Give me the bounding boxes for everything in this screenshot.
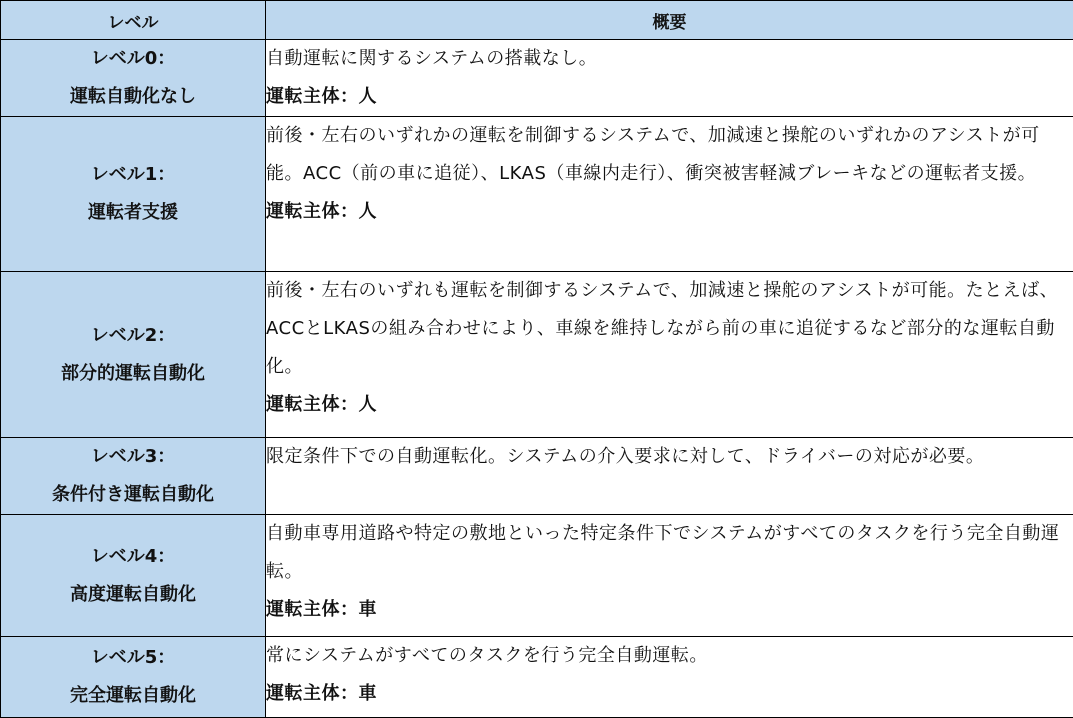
level-cell [1,272,266,438]
description-text: 前後・左右のいずれかの運転を制御するシステムで、加減速と操舵のいずれかのアシストが可能。ACC（前の車に追従）、LKAS（車線内走行）、衝突被害軽減ブレーキなどの運転者支援。 [266,117,1073,193]
level-cell [1,438,266,515]
level-cell [1,637,266,718]
level-number: レベル5： [1,639,265,677]
description-cell [266,438,1073,515]
description-cell [266,117,1073,272]
level-name: 完全運転自動化 [1,677,265,715]
description-text: 前後・左右のいずれも運転を制御するシステムで、加減速と操舵のアシストが可能。たとえば、ACCとLKASの組み合わせにより、車線を維持しながら前の車に追従するなど部分的な運転自動化。 [266,272,1073,386]
table-row [1,117,1073,272]
table-row [1,40,1073,117]
level-number: レベル4： [1,538,265,576]
header-level: レベル [1,1,266,40]
level-number: レベル2： [1,317,265,355]
description-cell [266,515,1073,637]
description-text: 自動運転に関するシステムの搭載なし。 [266,40,1073,78]
level-number: レベル1： [1,156,265,194]
level-name: 運転者支援 [1,194,265,232]
description-cell [266,637,1073,718]
table-row [1,272,1073,438]
level-cell [1,117,266,272]
driving-subject: 運転主体：車 [266,591,1073,629]
driving-subject: 運転主体：車 [266,675,1073,713]
level-cell [1,515,266,637]
driving-subject: 運転主体：人 [266,78,1073,116]
driving-subject: 運転主体：人 [266,193,1073,231]
description-cell [266,40,1073,117]
driving-subject: 運転主体：人 [266,386,1073,424]
table-row [1,438,1073,515]
level-name: 条件付き運転自動化 [1,476,265,514]
level-cell [1,40,266,117]
table-row [1,637,1073,718]
level-name: 部分的運転自動化 [1,355,265,393]
header-summary: 概要 [266,1,1073,40]
description-text: 常にシステムがすべてのタスクを行う完全自動運転。 [266,637,1073,675]
table-row [1,515,1073,637]
level-number: レベル0： [1,40,265,78]
description-cell [266,272,1073,438]
level-name: 高度運転自動化 [1,576,265,614]
header-row [1,1,1073,40]
description-text: 限定条件下での自動運転化。システムの介入要求に対して、ドライバーの対応が必要。 [266,438,1073,476]
level-name: 運転自動化なし [1,78,265,116]
level-number: レベル3： [1,438,265,476]
description-text: 自動車専用道路や特定の敷地といった特定条件下でシステムがすべてのタスクを行う完全自動運転。 [266,515,1073,591]
